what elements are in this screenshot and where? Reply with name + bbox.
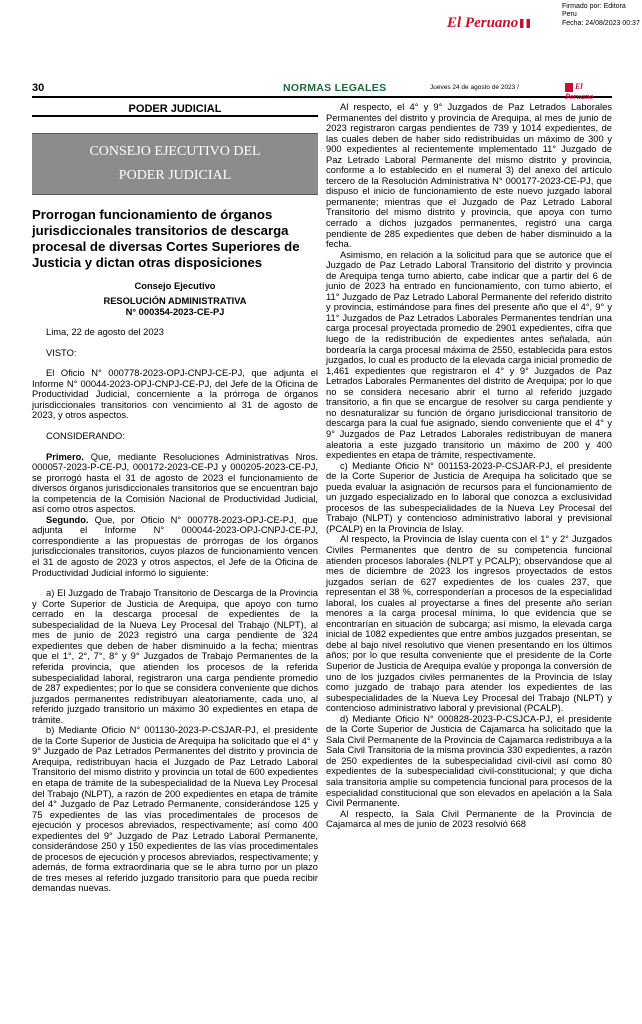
institution-title: PODER JUDICIAL: [128, 103, 222, 115]
segundo-text: Que, por Oficio N° 000778-2023-OPJ-CE-PJ, que adjunta el Informe N° 000044-2023-OPJ-CNPJ-CE-PJ, correspondiente a las propuestas de prórrogas de los órganos jurisdiccionales transitorios, cuyos plazos de funcionamiento vencen el 31 de agosto de 2023 y otros aspectos, el Jefe de la Oficina de Productividad Judicial informó lo siguiente:: [32, 514, 318, 578]
paragraph: Al respecto, la Provincia de Islay cuenta con el 1° y 2° Juzgados Civiles Permanentes que dentro de su competencia funcional atienden procesos laborales (NLPT y PCALP); observándose que al mes de diciembre de 2023 los ingresos proyectados de estos juzgados serían de 627 expedientes de los cuales 237, que representan el 38 %, corresponderían a procesos de la especialidad laboral, los cuales al proyectarse a fines del presente año serían menores a la carga procesal mínima, lo que evidencia que se encontrarían en situación de subcarga; así mismo, la elevada carga inicial de 1082 expedientes que entre ambos juzgados presentan, se debe al bajo nivel resolutivo que vienen presentando en los últimos años; por lo que resulta conveniente que el presidente de la Corte Superior de Justicia de Arequipa evalúe y proponga la conversión de uno de los juzgados civiles permanentes de la Provincia de Islay como juzgado de trabajo para atender los expedientes de las subespecialidades de la Nueva Ley Procesal del Trabajo (NLPT) y contencioso administrativo laboral y previsional (PCALP).: [326, 534, 612, 714]
section-title: NORMAS LEGALES: [283, 82, 387, 94]
flag-icon: [520, 19, 530, 28]
paragraph: Al respecto, la Sala Civil Permanente de la Provincia de Cajamarca al mes de junio de 2023 resolvió 668: [326, 808, 612, 830]
council-line: PODER JUDICIAL: [118, 167, 232, 183]
segundo-label: Segundo.: [46, 514, 89, 525]
newspaper-logo: [447, 15, 530, 32]
issue-date: Jueves 24 de agosto de 2023 /: [430, 84, 519, 91]
headline: Prorrogan funcionamiento de órganos jurisdiccionales transitorios de descarga procesal de diversas Cortes Superiores de Justicia y dictan otras disposiciones: [32, 206, 300, 270]
header-logo-text: El Peruano: [565, 82, 594, 101]
page-header: [32, 82, 612, 101]
resolution-number: N° 000354-2023-CE-PJ: [125, 306, 225, 317]
paragraph: Asimismo, en relación a la solicitud para que se autorice que el Juzgado de Paz Letrado Laboral Transitorio del distrito y provincia de Arequipa tenga turno abierto, cabe indicar que a partir del 6 de junio de 2023 ha entrado en funcionamiento, con turno abierto, el 11° Juzgado de Paz Letrado Laboral Permanente del referido distrito y provincia, estimándose para fines del presente año que el 4°, 9° y 11° Juzgados de Paz Letrados Laborales Permanentes tendrían una carga procesal proyectada promedio de 2901 expedientes, cifra que luego de la redistribución de expedientes antes señalada, aún bordearía la carga procesal máxima de 2550, establecida para estos juzgados, lo cual es producto de la elevada carga inicial promedio de 1,461 expedientes que registraron el 4° y 9° Juzgados de Paz Letrados Laborales Permanentes del distrito de Arequipa; por lo que no se considera necesario abrir el turno al referido juzgado transitorio, a fin que se encargue de resolver su carga pendiente y no desnaturalizar su función de órgano jurisdiccional transitorio de descarga para la cual fue asignado, siendo conveniente que el 4° y 9° Juzgados de Paz Letrados Laborales redistribuyan de manera aleatoria a este juzgado transitorio un máximo de 200 y 400 expedientes en etapa de trámite, respectivamente.: [326, 249, 612, 461]
header-logo: [565, 82, 612, 101]
council-banner: [32, 133, 318, 195]
primero-text: Que, mediante Resoluciones Administrativas Nros. 000057-2023-P-CE-PJ, 000172-2023-CE-PJ y 000205-2023-CE-PJ, se prorrogó hasta el 31 de agosto de 2023 el funcionamiento de diversos órganos jurisdiccionales transitorios que se encuentran bajo la competencia de la Comisión Nacional de Productividad Judicial, así como otros aspectos.: [32, 451, 318, 515]
signature-line: Firmado por: Editora: [562, 3, 626, 10]
paragraph: Al respecto, el 4° y 9° Juzgados de Paz Letrados Laborales Permanentes del distrito y provincia de Arequipa, al mes de junio de 2023 registraron cargas pendientes de 739 y 1014 expedientes, de las cuales deben de haber sido redistribuidas un máximo de 300 y 900 expedientes al recientemente implementado 11° Juzgado de Paz Letrado Laboral Permanente del mismo distrito y provincia, conforme a lo establecido en el numeral 3) del anexo del artículo tercero de la Resolución Administrativa N° 000177-2023-CE-PJ, que dispuso el inicio de funcionamiento de este nuevo juzgado laboral permanente; mientras que el Juzgado de Paz Letrado Laboral Transitorio del mismo distrito y provincia, que apoya con turno cerrado a dichos juzgados permanentes, registró una carga pendiente de 285 expedientes que deben de haber disminuido a la fecha.: [326, 102, 612, 250]
primero-label: Primero.: [46, 451, 84, 462]
item-a: a) El Juzgado de Trabajo Transitorio de Descarga de la Provincia y Corte Superior de Justicia de Arequipa, que apoyo con turno cerrado en la descarga procesal de expedientes de la subespecialidad de la Nueva Ley Procesal del Trabajo (NLPT), al mes de junio de 2023 registró una carga pendiente de 324 expedientes que deben de haber disminuido a la fecha; mientras que el 1°, 2°, 7°, 8° y 9° Juzgados de Trabajo Permanentes de la referida provincia, que atienden los procesos de la referida subespecialidad laboral, registraron una carga pendiente promedio de 287 expedientes; por lo que se considera conveniente que dichos juzgados permanentes redistribuyan aleatoriamente, cada uno, al referido juzgado transitorio un máximo 30 expedientes en etapa de trámite.: [32, 588, 318, 725]
page-number: 30: [32, 82, 45, 94]
crest-icon: [565, 83, 573, 92]
visto-text: El Oficio N° 000778-2023-OPJ-CNPJ-CE-PJ, que adjunta el Informe N° 00044-2023-OPJ-CNPJ-CE-PJ, del Jefe de la Oficina de Productividad Judicial, concerniente a la prórroga de órganos jurisdiccionales transitorios con vencimiento al 31 de agosto de 2023, y otros aspectos.: [32, 368, 318, 421]
right-column: [326, 102, 612, 830]
considerando-label: CONSIDERANDO:: [46, 431, 125, 442]
logo-text: El Peruano: [447, 15, 519, 31]
paragraph: c) Mediante Oficio N° 001153-2023-P-CSJAR-PJ, el presidente de la Corte Superior de Justicia de Arequipa ha solicitado que se pueda evaluar la asignación de recursos para el funcionamiento de un juzgado especializado en lo laboral que conozca a exclusividad procesos de las subespecialidades de la Nueva Ley Procesal del Trabajo (NLPT) y contencioso administrativo laboral y previsional (PCALP) en la Provincia de Islay.: [326, 460, 612, 534]
digital-signature: [562, 3, 640, 28]
place-date: Lima, 22 de agosto del 2023: [46, 327, 164, 338]
item-b: b) Mediante Oficio N° 001130-2023-P-CSJAR-PJ, el presidente de la Corte Superior de Justicia de Arequipa ha solicitado que el 4° y 9° Juzgado de Paz Letrados Permanentes del distrito y provincia de Arequipa, redistribuyan hacia el Juzgado de Paz Letrado Laboral Transitorio del mismo distrito y provincia un total de 600 expedientes en etapa de trámite de la subespecialidad de la Nueva Ley Procesal del Trabajo (NLPT), a razón de 200 expedientes en etapa de trámite del 4° Juzgado de Paz Letrado Permanente, considerándose 125 y 75 expedientes de las vías procedimentales de procesos de ejecución y procesos abreviados, respectivamente; así como 400 expedientes del 9° Juzgado de Paz Letrado Laboral Permanente, considerándose 250 y 150 expedientes de las vías procedimentales de procesos de ejecución y procesos abreviados, respectivamente; y además, de forma extraordinaria que se le abra turno por un plazo de tres meses al referido juzgado transitorio para que pueda recibir demandas nuevas.: [32, 725, 318, 894]
issuer: Consejo Ejecutivo: [134, 280, 216, 291]
paragraph: d) Mediante Oficio N° 000828-2023-P-CSJCA-PJ, el presidente de la Corte Superior de Justicia de Cajamarca ha solicitado que la Sala Civil Permanente de la Provincia de Cajamarca redistribuya a la Sala Civil Transitoria de la misma provincia 330 expedientes, a razón de 250 expedientes de la subespecialidad civil-civil así como 80 expedientes de la subespecialidad civil-constitucional; y que dicha sala transitoria amplíe su competencia funcional para procesos de la especialidad constitucional que son elevados en apelación a la Sala Civil Permanente.: [326, 713, 612, 809]
segundo-paragraph: [32, 515, 318, 578]
signature-date: Fecha: 24/08/2023 00:37: [562, 19, 640, 27]
primero-paragraph: [32, 452, 318, 515]
resolution-title: RESOLUCIÓN ADMINISTRATIVA: [103, 296, 247, 307]
visto-label: VISTO:: [46, 347, 77, 358]
council-line: CONSEJO EJECUTIVO DEL: [89, 143, 261, 159]
signature-line: Peru: [562, 11, 577, 19]
left-column: [32, 104, 318, 894]
